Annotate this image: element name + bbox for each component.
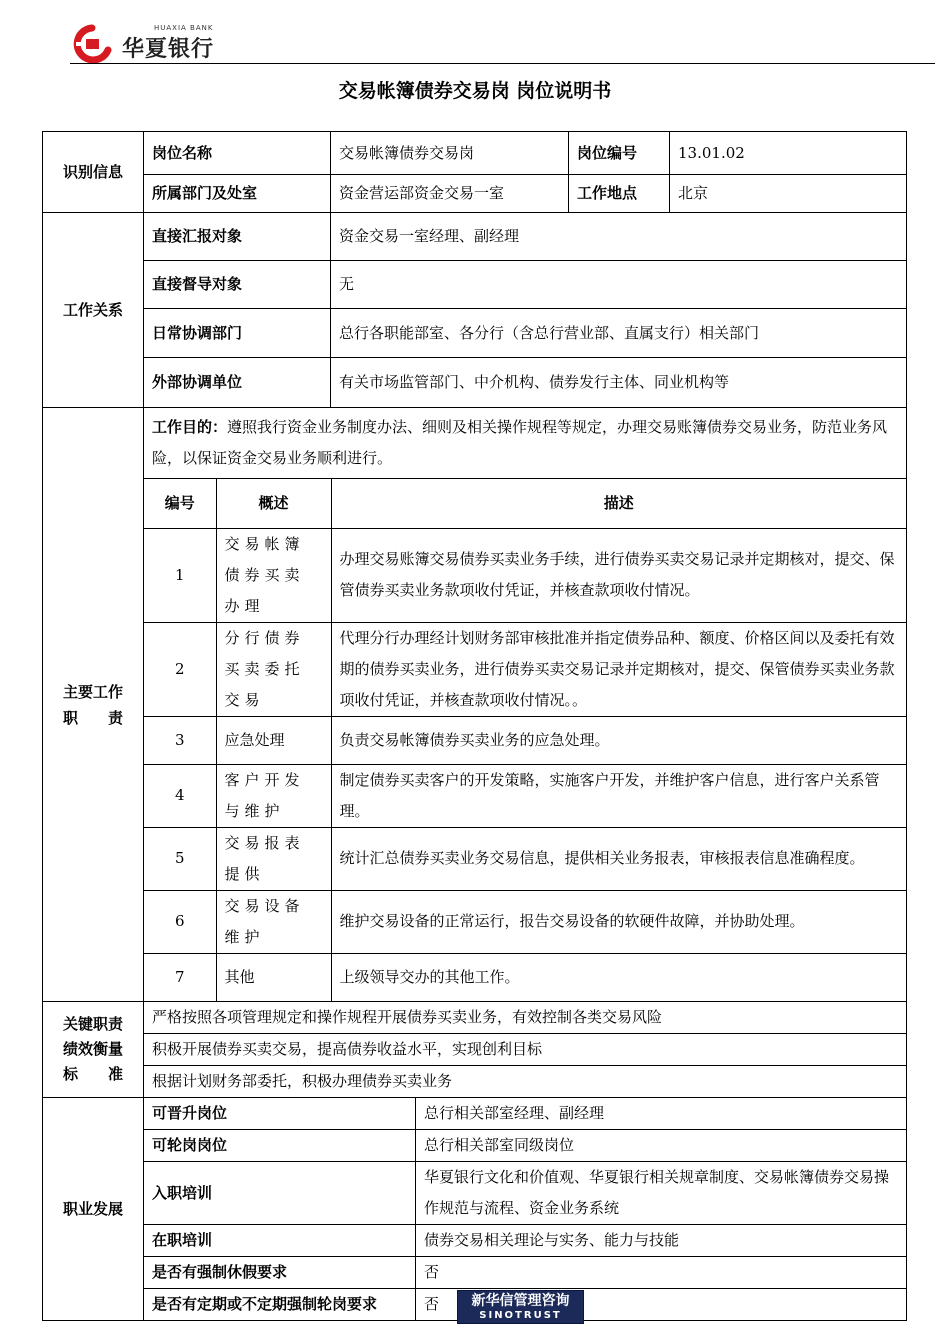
duties-header-desc: 描述 — [331, 479, 906, 528]
career-value: 否 — [416, 1289, 907, 1321]
section-duties-line2: 职 责 — [62, 708, 123, 727]
post-name-value: 交易帐簿债券交易岗 — [331, 132, 569, 175]
career-label: 是否有强制休假要求 — [144, 1257, 416, 1289]
duty-no: 1 — [144, 528, 216, 622]
location-label: 工作地点 — [569, 175, 670, 213]
duty-summary: 交易设备维护 — [216, 890, 331, 953]
duty-desc: 维护交易设备的正常运行，报告交易设备的软硬件故障，并协助处理。 — [331, 890, 906, 953]
relation-value: 资金交易一室经理、副经理 — [331, 213, 907, 261]
duties-header-no: 编号 — [144, 479, 216, 528]
section-relations: 工作关系 — [43, 213, 144, 408]
relation-label: 直接督导对象 — [144, 261, 331, 309]
kpi-item: 积极开展债券买卖交易，提高债券收益水平，实现创利目标 — [144, 1034, 907, 1066]
section-kpi-line1: 关键职责 — [62, 1015, 123, 1033]
section-career: 职业发展 — [43, 1098, 144, 1321]
duty-no: 7 — [144, 953, 216, 1001]
duties-header-summary: 概述 — [216, 479, 331, 528]
duty-summary: 分行债券买卖委托交易 — [216, 622, 331, 716]
duties-table-cell — [144, 479, 907, 1002]
kpi-item: 严格按照各项管理规定和操作规程开展债券买卖业务，有效控制各类交易风险 — [144, 1002, 907, 1034]
section-kpi-line2: 绩效衡量 — [62, 1040, 123, 1058]
duty-desc: 统计汇总债券买卖业务交易信息，提供相关业务报表，审核报表信息准确程度。 — [331, 827, 906, 890]
header-divider — [70, 63, 935, 64]
relation-value: 无 — [331, 261, 907, 309]
career-value: 债券交易相关理论与实务、能力与技能 — [416, 1225, 907, 1257]
consultancy-logo — [457, 1290, 584, 1324]
kpi-item: 根据计划财务部委托，积极办理债券买卖业务 — [144, 1066, 907, 1098]
dept-value: 资金营运部资金交易一室 — [331, 175, 569, 213]
career-value: 总行相关部室经理、副经理 — [416, 1098, 907, 1130]
dept-label: 所属部门及处室 — [144, 175, 331, 213]
duty-no: 2 — [144, 622, 216, 716]
duty-summary: 交易报表提供 — [216, 827, 331, 890]
relation-label: 日常协调部门 — [144, 309, 331, 358]
career-value: 总行相关部室同级岗位 — [416, 1130, 907, 1162]
post-no-label: 岗位编号 — [569, 132, 670, 175]
duty-desc: 办理交易账簿交易债券买卖业务手续，进行债券买卖交易记录并定期核对，提交、保管债券买卖业务款项收付凭证，并核查款项收付情况。 — [331, 528, 906, 622]
duty-desc: 负责交易帐簿债券买卖业务的应急处理。 — [331, 716, 906, 764]
duty-no: 5 — [144, 827, 216, 890]
huaxia-bank-logo-icon — [70, 24, 114, 64]
relation-label: 外部协调单位 — [144, 358, 331, 408]
career-value: 华夏银行文化和价值观、华夏银行相关规章制度、交易帐簿债券交易操作规范与流程、资金业务系统 — [416, 1162, 907, 1225]
work-purpose — [144, 408, 907, 479]
job-description-table — [42, 131, 907, 1321]
bank-logo — [70, 22, 240, 64]
consultancy-name-en: SINOTRUST — [479, 1310, 562, 1321]
career-label: 是否有定期或不定期强制轮岗要求 — [144, 1289, 416, 1321]
consultancy-name-cn: 新华信管理咨询 — [471, 1293, 570, 1309]
career-label: 可轮岗岗位 — [144, 1130, 416, 1162]
section-identification: 识别信息 — [43, 132, 144, 213]
bank-name-cn: 华夏银行 — [122, 37, 215, 62]
career-label: 入职培训 — [144, 1162, 416, 1225]
duty-desc: 上级领导交办的其他工作。 — [331, 953, 906, 1001]
duty-desc: 制定债券买卖客户的开发策略，实施客户开发，并维护客户信息，进行客户关系管理。 — [331, 764, 906, 827]
duty-no: 6 — [144, 890, 216, 953]
relation-value: 总行各职能部室、各分行（含总行营业部、直属支行）相关部门 — [331, 309, 907, 358]
duty-no: 4 — [144, 764, 216, 827]
duty-summary: 其他 — [216, 953, 331, 1001]
duty-no: 3 — [144, 716, 216, 764]
section-duties — [43, 408, 144, 1002]
section-kpi-line3: 标 准 — [62, 1065, 123, 1083]
relation-value: 有关市场监管部门、中介机构、债券发行主体、同业机构等 — [331, 358, 907, 408]
career-label: 在职培训 — [144, 1225, 416, 1257]
purpose-text: 遵照我行资金业务制度办法、细则及相关操作规程等规定，办理交易账簿债券交易业务，防范业务风险，以保证资金交易业务顺利进行。 — [152, 418, 888, 467]
section-kpi — [43, 1002, 144, 1098]
duties-table — [144, 479, 906, 1001]
duty-summary: 客户开发与维护 — [216, 764, 331, 827]
duty-desc: 代理分行办理经计划财务部审核批准并指定债券品种、额度、价格区间以及委托有效期的债券买卖业务，进行债券买卖交易记录并定期核对，提交、保管债券买卖业务款项收付凭证，并核查款项收付情况。。 — [331, 622, 906, 716]
section-duties-line1: 主要工作 — [62, 682, 123, 701]
bank-name-en: HUAXIA BANK — [154, 24, 214, 32]
career-label: 可晋升岗位 — [144, 1098, 416, 1130]
post-name-label: 岗位名称 — [144, 132, 331, 175]
document-title: 交易帐簿债券交易岗 岗位说明书 — [338, 80, 612, 102]
purpose-label: 工作目的： — [152, 418, 228, 436]
duty-summary: 交易帐簿债券买卖办理 — [216, 528, 331, 622]
career-value: 否 — [416, 1257, 907, 1289]
post-no-value: 13.01.02 — [670, 132, 907, 175]
duty-summary: 应急处理 — [216, 716, 331, 764]
relation-label: 直接汇报对象 — [144, 213, 331, 261]
location-value: 北京 — [670, 175, 907, 213]
